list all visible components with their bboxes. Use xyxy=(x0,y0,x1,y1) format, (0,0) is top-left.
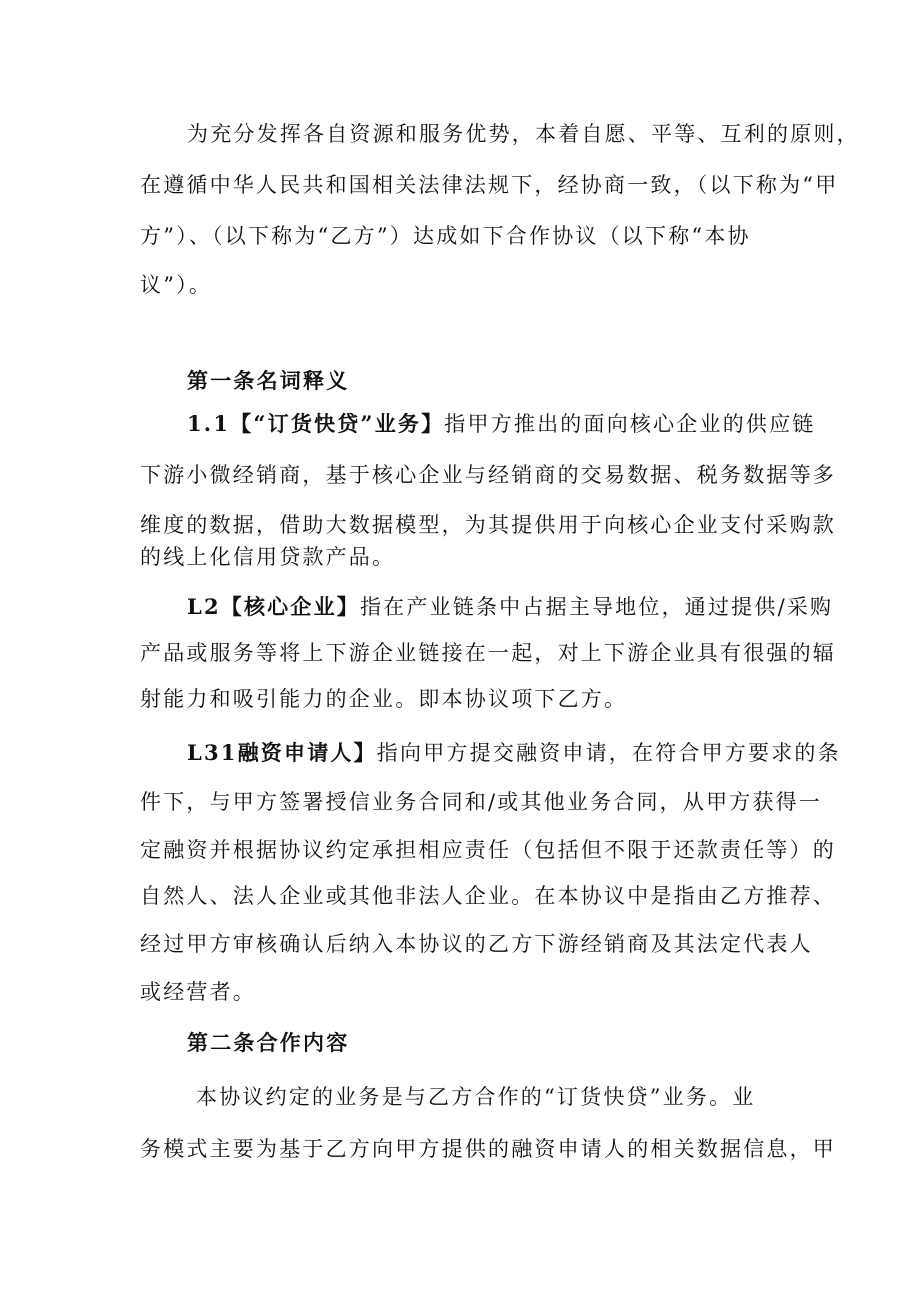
intro-line-3: 方”）、（以下称为“乙方”）达成如下合作协议（以下称“本协 xyxy=(140,224,751,248)
intro-line-2: 在遵循中华人民共和国相关法律法规下，经协商一致，（以下称为“甲 xyxy=(140,173,839,197)
definition-1-1-line: 下游小微经销商，基于核心企业与经销商的交易数据、税务数据等多 xyxy=(140,463,836,487)
definition-1-3-line: 经过甲方审核确认后纳入本协议的乙方下游经销商及其法定代表人 xyxy=(140,932,813,956)
definition-1-3-line: 定融资并根据协议约定承担相应责任（包括但不限于还款责任等）的 xyxy=(140,838,836,862)
definition-1-3-text: 指向甲方提交融资申请，在符合甲方要求的条 xyxy=(376,741,841,765)
definition-1-1-line: 维度的数据，借助大数据模型，为其提供用于向核心企业支付采购款 xyxy=(140,513,836,537)
definition-1-2-first-line xyxy=(187,592,833,622)
article2-heading: 第二条合作内容 xyxy=(187,1030,350,1055)
definition-1-2-term: L2【核心企业】 xyxy=(187,594,360,619)
definition-1-3-line: 件下，与甲方签署授信业务合同和/或其他业务合同，从甲方获得一 xyxy=(140,790,823,814)
definition-1-1-line: 的线上化信用贷款产品。 xyxy=(140,545,396,569)
definition-1-3-first-line xyxy=(187,738,841,768)
definition-1-3-term: L31融资申请人】 xyxy=(187,740,377,765)
article1-heading: 第一条名词释义 xyxy=(187,368,350,393)
intro-line-1: 为充分发挥各自资源和服务优势，本着自愿、平等、互利的原则， xyxy=(187,122,860,146)
definition-1-1-term: 1.1【“订货快贷”业务】 xyxy=(187,411,445,436)
definition-1-2-line: 产品或服务等将上下游企业链接在一起，对上下游企业具有很强的辐 xyxy=(140,641,836,665)
intro-line-4: 议”）。 xyxy=(140,273,213,297)
article2-line-2: 务模式主要为基于乙方向甲方提供的融资申请人的相关数据信息，甲 xyxy=(140,1137,836,1161)
definition-1-3-line: 或经营者。 xyxy=(140,980,256,1004)
definition-1-2-text: 指在产业链条中占据主导地位，通过提供/采购 xyxy=(359,595,834,619)
definition-1-1-first-line xyxy=(187,409,816,439)
article2-line-1: 本协议约定的业务是与乙方合作的“订货快贷”业务。业 xyxy=(196,1085,756,1109)
definition-1-2-line: 射能力和吸引能力的企业。即本协议项下乙方。 xyxy=(140,687,628,711)
definition-1-3-line: 自然人、法人企业或其他非法人企业。在本协议中是指由乙方推荐、 xyxy=(140,884,836,908)
definition-1-1-text: 指甲方推出的面向核心企业的供应链 xyxy=(444,412,816,436)
